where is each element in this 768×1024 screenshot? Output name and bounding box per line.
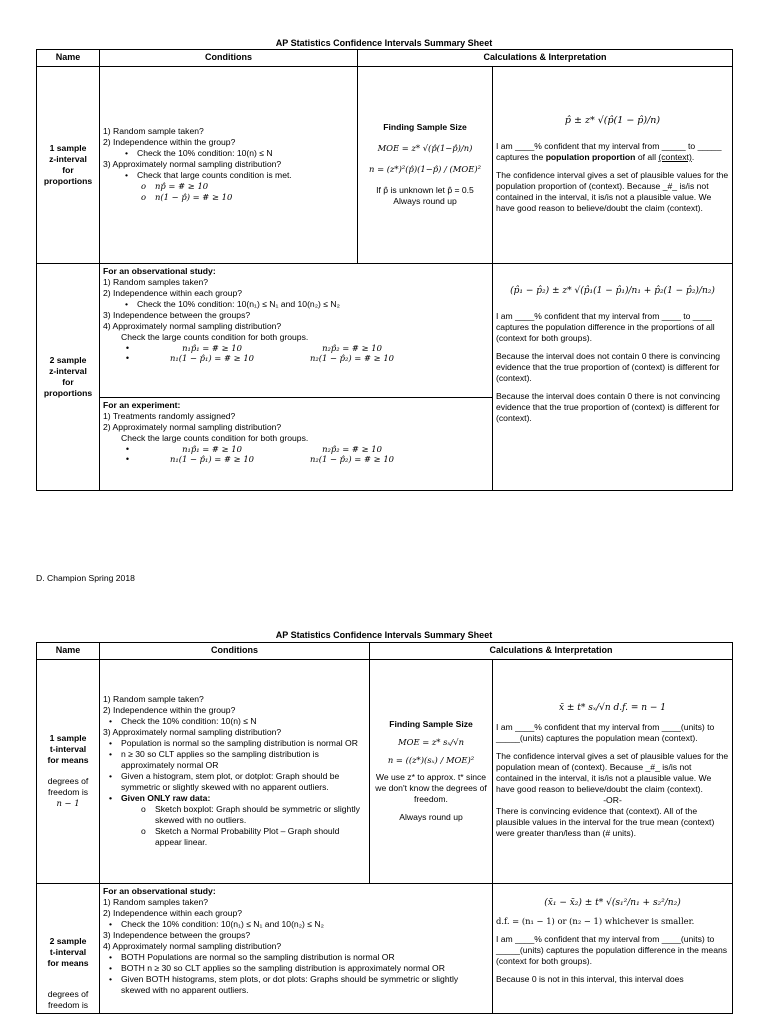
row-name: 1 sample z-interval for proportions [37,66,100,263]
sheet1-row-1z [37,66,733,263]
sheet1-title: AP Statistics Confidence Intervals Summary Sheet [275,38,493,48]
sample-size-cell: Finding Sample Size MOE = z* √(p̂(1−p̂)/n) n = (z*)²(p̂)(1−p̂) / (MOE)² If p̂ is unknown let p̂ = 0.5 Always round up [358,66,493,263]
row-name: 2 sample z-interval for proportions [37,263,100,490]
formula: x̄ ± t* sₓ/√n d.f. = n − 1 [558,703,667,714]
conditions-cell: For an observational study: 1) Random samples taken? 2) Independence within each group? • Check the 10% condition: 10(n₁) ≤ N₁ and 10(n₂) ≤ N₂ 3) Independence between the groups? 4) Approximately normal sampling distribution? • BOTH Populations are normal so the sampling distribution is normal OR • BOTH n ≥ 30 so CLT applies so the sampling distribution is approximately normal OR • Given BOTH histograms, stem plots, or dot plots: Graphs should be symmetric or slightly skewed with no apparent outliers. [100,883,493,1013]
sheet1-table-wrapper [36,49,732,491]
conditions-cell: For an observational study: 1) Random samples taken? 2) Independence within each group? • Check the 10% condition: 10(n₁) ≤ N₁ and 10(n₂) ≤ N₂ 3) Independence between the groups? 4) Approximately normal sampling distribution? Check the large counts condition for both groups. • n₁p̂₁ = # ≥ 10 n₂p̂₂ = # ≥ 10 • n₁(1 − p̂₁) = # ≥ 10 n₂(1 − p̂₂) = # ≥ 10 For an experiment: 1) Treatments randomly assigned? 2) Approximately normal sampling distribution? Check the large counts condition for both groups. • n₁p̂₁ = # ≥ 10 n₂p̂₂ = # ≥ 10 • n₁(1 − p̂₁) = # ≥ 10 n₂(1 − p̂₂) = # ≥ 10 [100,263,493,490]
sheet2-title: AP Statistics Confidence Intervals Summary Sheet [275,630,493,640]
header-name: Name [37,643,100,660]
header-calculations: Calculations & Interpretation [358,50,733,67]
formula: (x̄₁ − x̄₂) ± t* √(s₁²/n₁ + s₂²/n₂) [544,897,681,908]
sheet2-table [36,642,733,1014]
row-name: 2 sample t-interval for means degrees of freedom is [37,883,100,1013]
header-conditions: Conditions [100,643,370,660]
row-name: 1 sample t-interval for means degrees of freedom is n − 1 [37,659,100,883]
formula: p̂ ± z* √(p̂(1 − p̂)/n) [564,114,661,126]
formula: (p̂₁ − p̂₂) ± z* √(p̂₁(1 − p̂₁)/n₁ + p̂₂(1 − p̂₂)/n₂) [510,285,715,296]
header-calculations: Calculations & Interpretation [370,643,733,660]
sheet1-header-row [37,50,733,67]
interpretation-cell: (x̄₁ − x̄₂) ± t* √(s₁²/n₁ + s₂²/n₂) d.f. = (n₁ − 1) or (n₂ − 1) whichever is smaller. I am ____% confident that my interval from ____(units) to _____(units) captures the population difference in the means (context for both groups). Because 0 is not in this interval, this interval does [493,883,733,1013]
sample-size-cell: Finding Sample Size MOE = z* sₓ/√n n = ((z*)(sₓ) / MOE)² We use z* to approx. t* since we don't know the degrees of freedom. Always round up [370,659,493,883]
interpretation-cell: x̄ ± t* sₓ/√n d.f. = n − 1 I am ____% confident that my interval from ____(units) to _____(units) captures the population mean (context). The confidence interval gives a set of plausible values for the population mean of (context). Because _#_ is/is not contained in the interval, it is/is not a plausible value. We have good reason to believe/doubt the claim (context). -OR- There is convincing evidence that (context). All of the plausible values in the interval for the true mean (context) were greater than/less than (# units). [493,659,733,883]
sheet1-table [36,49,733,491]
sheet2-row-1t [37,659,733,883]
sheet2-table-wrapper [36,642,732,1014]
interpretation-cell: p̂ ± z* √(p̂(1 − p̂)/n) I am ____% confident that my interval from _____ to _____ captures the population proportion of all (context). The confidence interval gives a set of plausible values for the population proportion of (context). Because _#_ is/is not contained in the interval, it is/is not a plausible value. We have good reason to believe/doubt the claim (context). [493,66,733,263]
header-name: Name [37,50,100,67]
sheet2-row-2t [37,883,733,1013]
conditions-cell: 1) Random sample taken? 2) Independence within the group? • Check the 10% condition: 10(n) ≤ N 3) Approximately normal sampling distribution? • Population is normal so the sampling distribution is normal OR • n ≥ 30 so CLT applies so the sampling distribution is approximately normal OR • Given a histogram, stem plot, or dotplot: Graph should be symmetric or slightly skewed with no apparent outliers. • Given ONLY raw data: o Sketch boxplot: Graph should be symmetric or slightly skewed with no outliers. o Sketch a Normal Probability Plot – Graph should appear linear. [100,659,370,883]
sheet2-header-row [37,643,733,660]
header-conditions: Conditions [100,50,358,67]
interpretation-cell: (p̂₁ − p̂₂) ± z* √(p̂₁(1 − p̂₁)/n₁ + p̂₂(1 − p̂₂)/n₂) I am ____% confident that my interval from ____ to ____ captures the population difference in the proportions of all (context for both groups). Because the interval does not contain 0 there is convincing evidence that the true proportion of (context) is different for (context). Because the interval does contain 0 there is not convincing evidence that the true proportion of (context) is different for (context). [493,263,733,490]
footer-author: D. Champion Spring 2018 [36,573,135,583]
sheet1-row-2z [37,263,733,490]
conditions-cell: 1) Random sample taken? 2) Independence within the group? • Check the 10% condition: 10(n) ≤ N 3) Approximately normal sampling distribution? • Check that large counts condition is met. o np̂ = # ≥ 10 o n(1 − p̂) = # ≥ 10 [100,66,358,263]
